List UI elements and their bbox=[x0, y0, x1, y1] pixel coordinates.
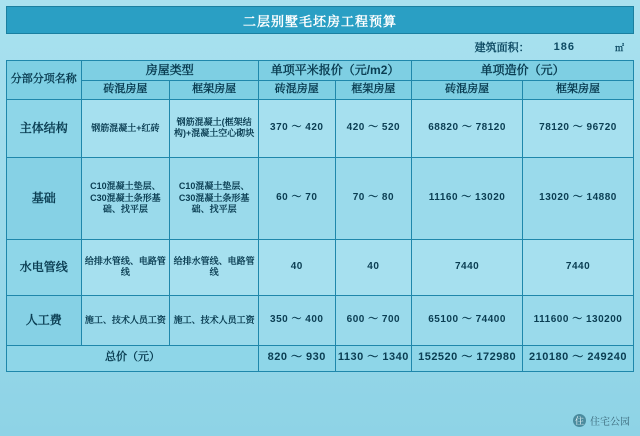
building-area-row bbox=[6, 34, 634, 60]
header-row-label: 分部分项名称 bbox=[7, 61, 82, 100]
row-name-labor: 人工费 bbox=[7, 295, 82, 345]
cell-labor-frame-cost: 111600 ～ 130200 bbox=[523, 295, 634, 345]
cell-foundation-brick-price: 60 ～ 70 bbox=[258, 157, 335, 239]
row-name-main-structure: 主体结构 bbox=[7, 99, 82, 157]
building-area-label: 建筑面积： bbox=[474, 42, 530, 54]
header-group-house-type: 房屋类型 bbox=[81, 61, 258, 81]
row-name-utilities: 水电管线 bbox=[7, 239, 82, 295]
cell-foundation-frame-price: 70 ～ 80 bbox=[335, 157, 412, 239]
cell-utilities-brick-desc: 给排水管线、电路管线 bbox=[81, 239, 170, 295]
cell-utilities-frame-cost: 7440 bbox=[523, 239, 634, 295]
cell-total-brick-cost: 152520 ～ 172980 bbox=[412, 345, 523, 371]
cell-utilities-brick-price: 40 bbox=[258, 239, 335, 295]
page-title: 二层别墅毛坯房工程预算 bbox=[242, 13, 397, 29]
cell-labor-brick-desc: 施工、技术人员工资 bbox=[81, 295, 170, 345]
cell-foundation-frame-desc: C10混凝土垫层、C30混凝土条形基础、找平层 bbox=[170, 157, 259, 239]
table-body bbox=[7, 99, 634, 371]
table-row bbox=[7, 239, 634, 295]
building-area-unit: ㎡ bbox=[614, 42, 624, 53]
cell-total-frame-price: 1130 ～ 1340 bbox=[335, 345, 412, 371]
cell-main-structure-frame-desc: 钢筋混凝土(框架结构)+混凝土空心砌块 bbox=[170, 99, 259, 157]
cell-utilities-brick-cost: 7440 bbox=[412, 239, 523, 295]
header-sub-row bbox=[7, 81, 634, 100]
cell-main-structure-brick-desc: 钢筋混凝土+红砖 bbox=[81, 99, 170, 157]
header-sub-frame-1: 框架房屋 bbox=[170, 81, 259, 100]
cell-utilities-frame-desc: 给排水管线、电路管线 bbox=[170, 239, 259, 295]
cell-labor-frame-desc: 施工、技术人员工资 bbox=[170, 295, 259, 345]
header-group-item-cost: 单项造价（元） bbox=[412, 61, 634, 81]
cell-main-structure-brick-cost: 68820 ～ 78120 bbox=[412, 99, 523, 157]
row-name-total: 总价（元） bbox=[7, 345, 259, 371]
header-sub-frame-3: 框架房屋 bbox=[523, 81, 634, 100]
table-row bbox=[7, 295, 634, 345]
header-sub-brick-2: 砖混房屋 bbox=[258, 81, 335, 100]
cell-foundation-brick-desc: C10混凝土垫层、C30混凝土条形基础、找平层 bbox=[81, 157, 170, 239]
building-area-value: 186 bbox=[553, 41, 575, 53]
row-name-foundation: 基础 bbox=[7, 157, 82, 239]
header-group-unit-price: 单项平米报价（元/m2） bbox=[258, 61, 411, 81]
cell-labor-brick-cost: 65100 ～ 74400 bbox=[412, 295, 523, 345]
cell-foundation-brick-cost: 11160 ～ 13020 bbox=[412, 157, 523, 239]
cell-total-brick-price: 820 ～ 930 bbox=[258, 345, 335, 371]
cell-total-frame-cost: 210180 ～ 249240 bbox=[523, 345, 634, 371]
cell-main-structure-brick-price: 370 ～ 420 bbox=[258, 99, 335, 157]
header-group-row bbox=[7, 61, 634, 81]
header-sub-brick-3: 砖混房屋 bbox=[412, 81, 523, 100]
cell-main-structure-frame-price: 420 ～ 520 bbox=[335, 99, 412, 157]
header-sub-brick-1: 砖混房屋 bbox=[81, 81, 170, 100]
cell-foundation-frame-cost: 13020 ～ 14880 bbox=[523, 157, 634, 239]
table-total-row bbox=[7, 345, 634, 371]
table-row bbox=[7, 99, 634, 157]
brand-logo-icon: 住 bbox=[574, 416, 584, 426]
watermark bbox=[573, 413, 630, 428]
cell-labor-frame-price: 600 ～ 700 bbox=[335, 295, 412, 345]
watermark-text: 住宅公园 bbox=[590, 417, 630, 428]
cell-labor-brick-price: 350 ～ 400 bbox=[258, 295, 335, 345]
document-title-bar bbox=[6, 6, 634, 34]
cell-main-structure-frame-cost: 78120 ～ 96720 bbox=[523, 99, 634, 157]
header-sub-frame-2: 框架房屋 bbox=[335, 81, 412, 100]
table-row bbox=[7, 157, 634, 239]
table-header bbox=[7, 61, 634, 100]
budget-table bbox=[6, 60, 634, 372]
cell-utilities-frame-price: 40 bbox=[335, 239, 412, 295]
